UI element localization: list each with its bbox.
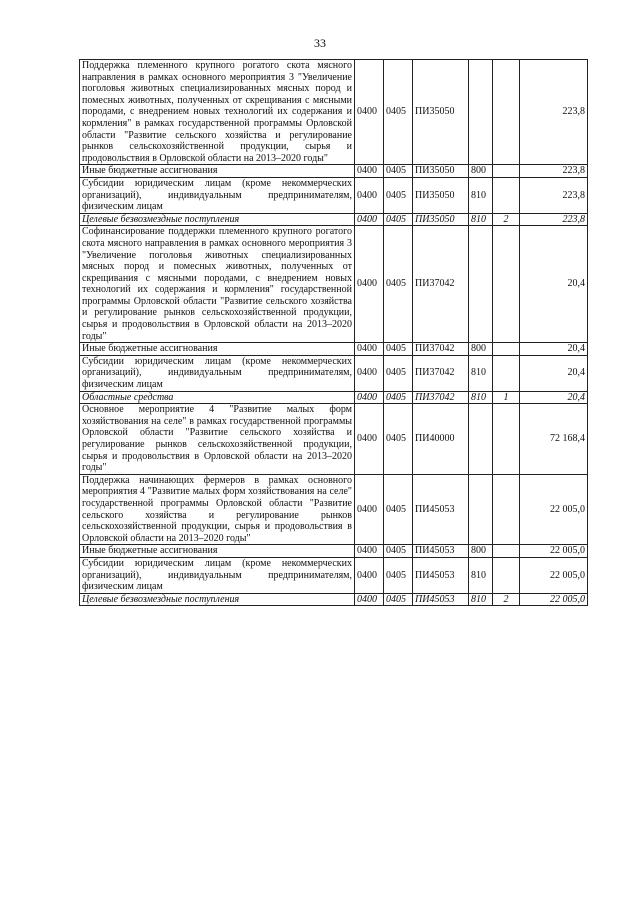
section-code-cell: 0400	[355, 177, 384, 213]
target-article-cell: ПИ45053	[413, 557, 469, 593]
funding-source-cell	[493, 226, 520, 343]
section-code-cell: 0400	[355, 593, 384, 606]
row-name-cell: Поддержка начинающих фермеров в рамках основного мероприятия 4 "Развитие малых форм хозяйствования на селе" государственной программы Орловской области "Развитие сельского хозяйства и регулирование рынков сельскохозяйственной продукции, сырья и продовольствия в Орловской области на 2013–2020 годы"	[80, 474, 355, 545]
table-row	[80, 404, 588, 475]
subsection-code-cell: 0405	[384, 226, 413, 343]
target-article-cell: ПИ37042	[413, 355, 469, 391]
expense-type-cell	[469, 404, 493, 475]
target-article-cell: ПИ37042	[413, 343, 469, 356]
subsection-code-cell: 0405	[384, 355, 413, 391]
expense-type-cell	[469, 474, 493, 545]
funding-source-cell: 2	[493, 593, 520, 606]
row-name-cell: Иные бюджетные ассигнования	[80, 343, 355, 356]
funding-source-cell	[493, 60, 520, 165]
target-article-cell: ПИ35050	[413, 177, 469, 213]
subsection-code-cell: 0405	[384, 474, 413, 545]
budget-table-body	[80, 60, 588, 606]
row-name-cell: Субсидии юридическим лицам (кроме некоммерческих организаций), индивидуальным предпринимателям, физическим лицам	[80, 177, 355, 213]
row-name-cell: Субсидии юридическим лицам (кроме некоммерческих организаций), индивидуальным предпринимателям, физическим лицам	[80, 557, 355, 593]
expense-type-cell: 810	[469, 177, 493, 213]
funding-source-cell: 2	[493, 213, 520, 226]
subsection-code-cell: 0405	[384, 557, 413, 593]
row-name-cell: Иные бюджетные ассигнования	[80, 545, 355, 558]
target-article-cell: ПИ40000	[413, 404, 469, 475]
section-code-cell: 0400	[355, 404, 384, 475]
target-article-cell: ПИ45053	[413, 593, 469, 606]
target-article-cell: ПИ35050	[413, 213, 469, 226]
amount-cell: 22 005,0	[520, 593, 588, 606]
section-code-cell: 0400	[355, 557, 384, 593]
expense-type-cell	[469, 226, 493, 343]
subsection-code-cell: 0405	[384, 343, 413, 356]
row-name-cell: Поддержка племенного крупного рогатого скота мясного направления в рамках основного мероприятия 3 "Увеличение поголовья животных специализированных мясных пород и помесных животных, полученных от скрещивания с мясными породами, с внедрением новых технологий их содержания и кормления" в рамках государственной программы Орловской области "Развитие сельского хозяйства и регулирование рынков сельскохозяйственной продукции, сырья и продовольствия в Орловской области на 2013–2020 годы"	[80, 60, 355, 165]
expense-type-cell: 800	[469, 545, 493, 558]
target-article-cell: ПИ35050	[413, 165, 469, 178]
expense-type-cell: 800	[469, 165, 493, 178]
table-row	[80, 213, 588, 226]
page-number: 33	[314, 36, 326, 50]
target-article-cell: ПИ35050	[413, 60, 469, 165]
funding-source-cell	[493, 545, 520, 558]
section-code-cell: 0400	[355, 343, 384, 356]
table-row	[80, 343, 588, 356]
table-row	[80, 165, 588, 178]
table-row	[80, 355, 588, 391]
amount-cell: 223,8	[520, 177, 588, 213]
target-article-cell: ПИ37042	[413, 391, 469, 404]
amount-cell: 20,4	[520, 355, 588, 391]
subsection-code-cell: 0405	[384, 545, 413, 558]
expense-type-cell: 810	[469, 213, 493, 226]
funding-source-cell	[493, 355, 520, 391]
amount-cell: 223,8	[520, 60, 588, 165]
row-name-cell: Основное мероприятие 4 "Развитие малых форм хозяйствования на селе" в рамках государственной программы Орловской области "Развитие сельского хозяйства и регулирование рынков сельскохозяйственной продукции, сырья и продовольствия в Орловской области на 2013–2020 годы"	[80, 404, 355, 475]
section-code-cell: 0400	[355, 391, 384, 404]
amount-cell: 223,8	[520, 213, 588, 226]
subsection-code-cell: 0405	[384, 593, 413, 606]
row-name-cell: Субсидии юридическим лицам (кроме некоммерческих организаций), индивидуальным предпринимателям, физическим лицам	[80, 355, 355, 391]
row-name-cell: Софинансирование поддержки племенного крупного рогатого скота мясного направления в рамках основного мероприятия 3 "Увеличение поголовья животных специализированных мясных пород и помесных животных, полученных от скрещивания с мясными породами, с внедрением новых технологий их содержания и кормления" государственной программы Орловской области "Развитие сельского хозяйства и регулирование рынков сельскохозяйственной продукции, сырья и продовольствия в Орловской области на 2013–2020 годы"	[80, 226, 355, 343]
subsection-code-cell: 0405	[384, 404, 413, 475]
table-row	[80, 391, 588, 404]
table-row	[80, 545, 588, 558]
target-article-cell: ПИ45053	[413, 474, 469, 545]
budget-table	[79, 59, 588, 606]
funding-source-cell	[493, 177, 520, 213]
row-name-cell: Иные бюджетные ассигнования	[80, 165, 355, 178]
section-code-cell: 0400	[355, 60, 384, 165]
section-code-cell: 0400	[355, 213, 384, 226]
amount-cell: 22 005,0	[520, 474, 588, 545]
subsection-code-cell: 0405	[384, 391, 413, 404]
funding-source-cell	[493, 165, 520, 178]
expense-type-cell	[469, 60, 493, 165]
table-row	[80, 177, 588, 213]
section-code-cell: 0400	[355, 165, 384, 178]
amount-cell: 72 168,4	[520, 404, 588, 475]
expense-type-cell: 800	[469, 343, 493, 356]
amount-cell: 20,4	[520, 391, 588, 404]
expense-type-cell: 810	[469, 355, 493, 391]
funding-source-cell	[493, 557, 520, 593]
funding-source-cell	[493, 474, 520, 545]
subsection-code-cell: 0405	[384, 213, 413, 226]
table-row	[80, 226, 588, 343]
table-row	[80, 593, 588, 606]
table-row	[80, 557, 588, 593]
amount-cell: 20,4	[520, 343, 588, 356]
expense-type-cell: 810	[469, 557, 493, 593]
amount-cell: 223,8	[520, 165, 588, 178]
amount-cell: 20,4	[520, 226, 588, 343]
row-name-cell: Областные средства	[80, 391, 355, 404]
target-article-cell: ПИ45053	[413, 545, 469, 558]
funding-source-cell: 1	[493, 391, 520, 404]
amount-cell: 22 005,0	[520, 557, 588, 593]
section-code-cell: 0400	[355, 226, 384, 343]
subsection-code-cell: 0405	[384, 177, 413, 213]
expense-type-cell: 810	[469, 593, 493, 606]
subsection-code-cell: 0405	[384, 60, 413, 165]
target-article-cell: ПИ37042	[413, 226, 469, 343]
amount-cell: 22 005,0	[520, 545, 588, 558]
table-row	[80, 60, 588, 165]
subsection-code-cell: 0405	[384, 165, 413, 178]
section-code-cell: 0400	[355, 474, 384, 545]
funding-source-cell	[493, 343, 520, 356]
table-row	[80, 474, 588, 545]
expense-type-cell: 810	[469, 391, 493, 404]
row-name-cell: Целевые безвозмездные поступления	[80, 213, 355, 226]
funding-source-cell	[493, 404, 520, 475]
row-name-cell: Целевые безвозмездные поступления	[80, 593, 355, 606]
section-code-cell: 0400	[355, 545, 384, 558]
section-code-cell: 0400	[355, 355, 384, 391]
